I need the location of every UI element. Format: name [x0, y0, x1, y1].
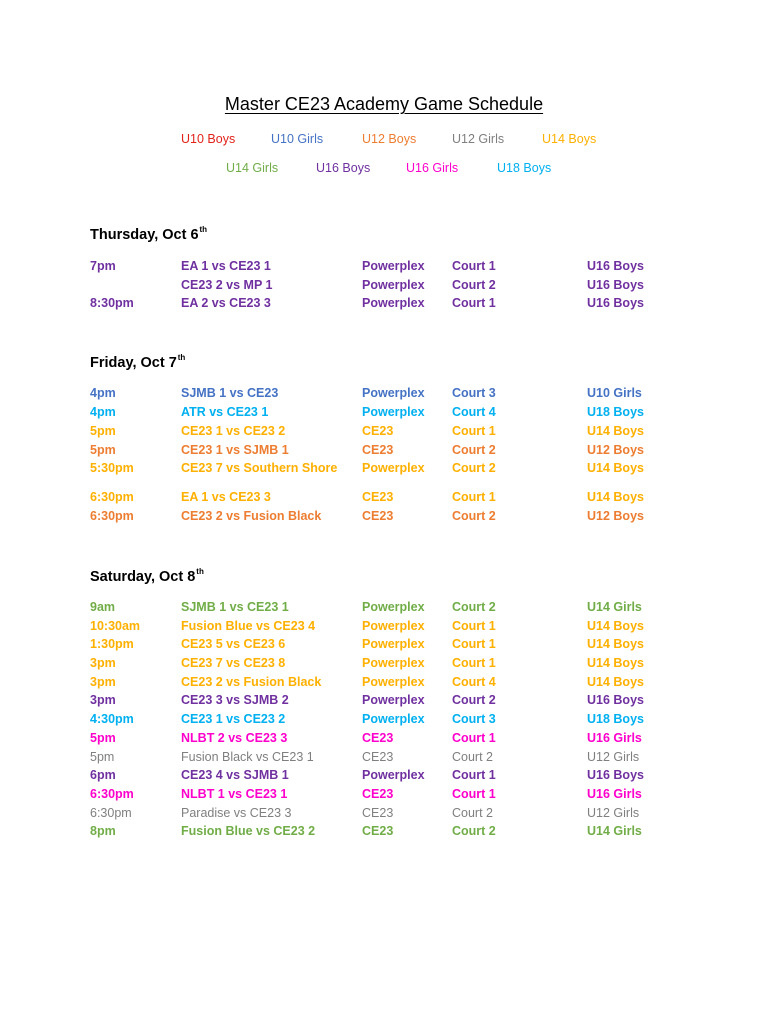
day-heading-text: Thursday, Oct 6 [90, 227, 199, 243]
game-division: U16 Boys [587, 278, 644, 292]
game-time: 4pm [90, 405, 116, 419]
game-matchup: EA 1 vs CE23 1 [181, 259, 271, 273]
game-court: Court 4 [452, 405, 496, 419]
game-time: 3pm [90, 656, 116, 670]
game-time: 5pm [90, 443, 116, 457]
legend-item: U12 Girls [452, 132, 505, 146]
day-heading-suffix: th [196, 567, 204, 576]
game-division: U18 Boys [587, 405, 644, 419]
legend-item: U18 Boys [497, 161, 552, 175]
game-matchup: CE23 4 vs SJMB 1 [181, 768, 289, 782]
game-matchup: CE23 1 vs SJMB 1 [181, 443, 289, 457]
game-division: U14 Boys [587, 675, 644, 689]
game-time: 4pm [90, 386, 116, 400]
game-time: 3pm [90, 675, 116, 689]
legend-item: U16 Boys [316, 161, 371, 175]
game-matchup: EA 1 vs CE23 3 [181, 490, 271, 504]
game-venue: Powerplex [362, 600, 425, 614]
game-court: Court 2 [452, 693, 496, 707]
game-court: Court 1 [452, 424, 496, 438]
game-venue: Powerplex [362, 405, 425, 419]
game-matchup: EA 2 vs CE23 3 [181, 296, 271, 310]
game-venue: CE23 [362, 490, 394, 504]
game-matchup: SJMB 1 vs CE23 1 [181, 600, 289, 614]
game-time: 6:30pm [90, 806, 132, 820]
game-court: Court 1 [452, 731, 496, 745]
game-court: Court 3 [452, 712, 496, 726]
game-venue: Powerplex [362, 768, 425, 782]
game-court: Court 1 [452, 656, 496, 670]
day-heading [90, 567, 204, 585]
legend-item: U14 Boys [542, 132, 597, 146]
game-court: Court 2 [452, 278, 496, 292]
game-matchup: Paradise vs CE23 3 [181, 806, 292, 820]
game-court: Court 1 [452, 637, 496, 651]
game-venue: Powerplex [362, 637, 425, 651]
game-court: Court 2 [452, 443, 496, 457]
game-matchup: ATR vs CE23 1 [181, 405, 269, 419]
game-time: 1:30pm [90, 637, 134, 651]
game-time: 6pm [90, 768, 116, 782]
game-matchup: CE23 2 vs Fusion Black [181, 675, 322, 689]
game-division: U12 Girls [587, 750, 640, 764]
game-division: U16 Girls [587, 731, 642, 745]
game-venue: Powerplex [362, 259, 425, 273]
game-division: U18 Boys [587, 712, 644, 726]
game-court: Court 1 [452, 296, 496, 310]
legend-item: U10 Boys [181, 132, 236, 146]
game-matchup: NLBT 1 vs CE23 1 [181, 787, 288, 801]
game-court: Court 1 [452, 490, 496, 504]
game-court: Court 2 [452, 600, 496, 614]
game-venue: Powerplex [362, 278, 425, 292]
game-time: 7pm [90, 259, 116, 273]
game-venue: CE23 [362, 824, 394, 838]
game-venue: Powerplex [362, 619, 425, 633]
game-court: Court 1 [452, 768, 496, 782]
game-venue: Powerplex [362, 461, 425, 475]
game-time: 3pm [90, 693, 116, 707]
game-venue: CE23 [362, 806, 394, 820]
game-division: U14 Boys [587, 619, 644, 633]
game-division: U12 Boys [587, 509, 644, 523]
day-heading-text: Saturday, Oct 8 [90, 569, 196, 585]
game-venue: CE23 [362, 787, 394, 801]
game-venue: CE23 [362, 443, 394, 457]
game-division: U16 Girls [587, 787, 642, 801]
day-heading-suffix: th [199, 225, 208, 234]
game-division: U14 Boys [587, 490, 644, 504]
game-division: U16 Boys [587, 259, 644, 273]
legend-item: U16 Girls [406, 161, 459, 175]
game-court: Court 1 [452, 619, 496, 633]
game-time: 8pm [90, 824, 116, 838]
day-heading [90, 225, 207, 243]
day-heading-suffix: th [177, 353, 186, 362]
game-court: Court 2 [452, 824, 496, 838]
game-venue: Powerplex [362, 656, 425, 670]
game-venue: CE23 [362, 731, 394, 745]
game-time: 9am [90, 600, 116, 614]
game-court: Court 3 [452, 386, 496, 400]
game-time: 5pm [90, 731, 116, 745]
game-matchup: Fusion Black vs CE23 1 [181, 750, 314, 764]
game-court: Court 4 [452, 675, 496, 689]
game-time: 10:30am [90, 619, 141, 633]
game-court: Court 1 [452, 259, 496, 273]
game-time: 4:30pm [90, 712, 134, 726]
legend-item: U10 Girls [271, 132, 324, 146]
game-division: U12 Girls [587, 806, 640, 820]
game-matchup: CE23 3 vs SJMB 2 [181, 693, 289, 707]
game-venue: Powerplex [362, 386, 425, 400]
game-venue: Powerplex [362, 712, 425, 726]
game-division: U14 Boys [587, 637, 644, 651]
game-court: Court 2 [452, 461, 496, 475]
day-heading-text: Friday, Oct 7 [90, 355, 177, 371]
game-time: 6:30pm [90, 787, 134, 801]
game-venue: Powerplex [362, 675, 425, 689]
game-court: Court 2 [452, 509, 496, 523]
game-matchup: CE23 2 vs Fusion Black [181, 509, 322, 523]
day-heading [90, 353, 185, 371]
page-title: Master CE23 Academy Game Schedule [224, 94, 544, 114]
game-court: Court 2 [452, 750, 493, 764]
game-division: U14 Girls [587, 600, 642, 614]
game-time: 8:30pm [90, 296, 134, 310]
game-division: U14 Boys [587, 656, 644, 670]
game-division: U16 Boys [587, 768, 644, 782]
game-venue: Powerplex [362, 296, 425, 310]
game-court: Court 1 [452, 787, 496, 801]
game-matchup: CE23 1 vs CE23 2 [181, 424, 286, 438]
game-time: 5pm [90, 424, 116, 438]
game-venue: CE23 [362, 424, 394, 438]
game-division: U14 Boys [587, 424, 644, 438]
game-time: 6:30pm [90, 509, 134, 523]
game-matchup: Fusion Blue vs CE23 2 [181, 824, 316, 838]
game-matchup: NLBT 2 vs CE23 3 [181, 731, 288, 745]
game-division: U10 Girls [587, 386, 642, 400]
game-division: U12 Boys [587, 443, 644, 457]
game-matchup: CE23 5 vs CE23 6 [181, 637, 286, 651]
legend-item: U12 Boys [362, 132, 417, 146]
game-time: 5pm [90, 750, 115, 764]
game-court: Court 2 [452, 806, 493, 820]
game-division: U16 Boys [587, 296, 644, 310]
game-venue: CE23 [362, 509, 394, 523]
game-venue: CE23 [362, 750, 394, 764]
game-division: U14 Boys [587, 461, 644, 475]
game-matchup: Fusion Blue vs CE23 4 [181, 619, 316, 633]
game-matchup: CE23 7 vs CE23 8 [181, 656, 286, 670]
game-time: 6:30pm [90, 490, 134, 504]
game-matchup: CE23 1 vs CE23 2 [181, 712, 286, 726]
game-venue: Powerplex [362, 693, 425, 707]
legend-item: U14 Girls [226, 161, 279, 175]
game-time: 5:30pm [90, 461, 134, 475]
game-matchup: SJMB 1 vs CE23 [181, 386, 279, 400]
game-division: U14 Girls [587, 824, 642, 838]
game-matchup: CE23 2 vs MP 1 [181, 278, 273, 292]
game-division: U16 Boys [587, 693, 644, 707]
game-matchup: CE23 7 vs Southern Shore [181, 461, 338, 475]
